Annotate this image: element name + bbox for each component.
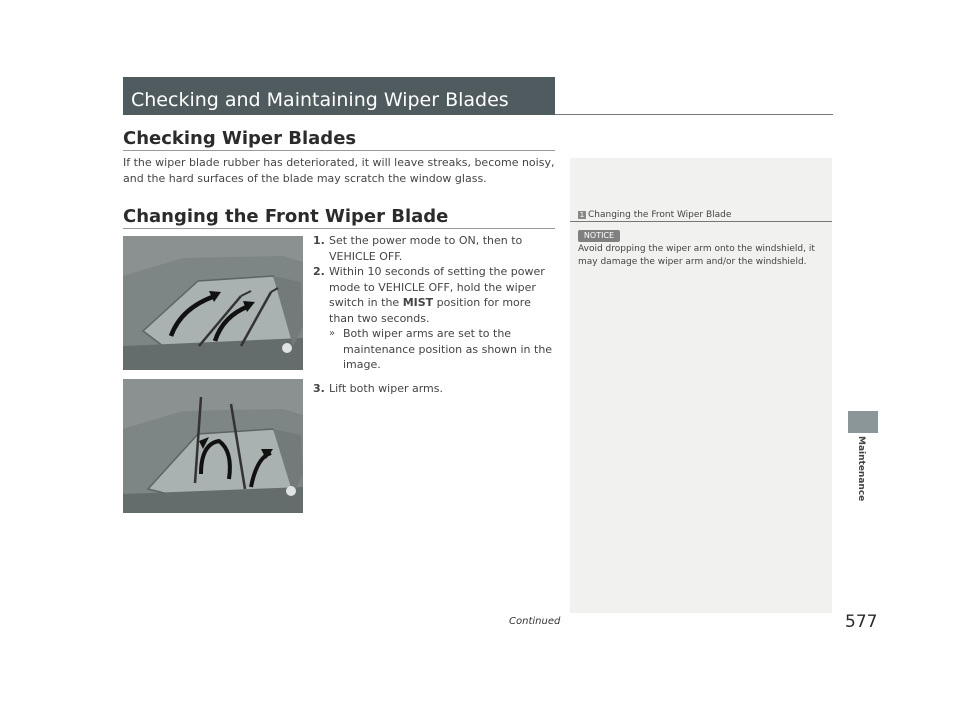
notice-badge: NOTICE: [578, 230, 620, 242]
steps-list: [313, 233, 553, 396]
page-number: 577: [845, 612, 878, 632]
step-3: [313, 381, 553, 397]
step-text: Set the power mode to ON, then to VEHICLE OFF.: [329, 234, 523, 263]
banner-rule: [555, 114, 833, 115]
notice-text: Avoid dropping the wiper arm onto the windshield, it may damage the wiper arm and/or the windshield.: [578, 244, 815, 267]
result-text: Both wiper arms are set to the maintenance position as shown in the image.: [343, 327, 553, 371]
wiper-arms-lifted-image: [123, 379, 303, 513]
note-heading: [578, 210, 731, 220]
step-1: [313, 233, 553, 264]
step-number: 2.: [313, 265, 325, 278]
step-number: 1.: [313, 234, 325, 247]
step-2: [313, 264, 553, 373]
step-text: Lift both wiper arms.: [329, 381, 444, 395]
step-text-tail: position for more than two seconds.: [329, 296, 531, 325]
step-text: Within 10 seconds of setting the power mode to VEHICLE OFF, hold the wiper switch in the: [329, 265, 545, 309]
wiper-maintenance-position-image: [123, 236, 303, 370]
reference-marker-icon: 1: [579, 211, 585, 219]
maintenance-tab-marker: [848, 411, 878, 433]
result-arrow-icon: »: [329, 328, 336, 339]
side-label-text: Maintenance: [856, 436, 866, 502]
continued-label: Continued: [509, 616, 561, 627]
note-rule: [570, 221, 832, 222]
step-2-result: [329, 326, 553, 373]
side-note-panel: [570, 158, 832, 613]
step-number: 3.: [313, 381, 325, 395]
section-title: Checking and Maintaining Wiper Blades: [131, 89, 509, 111]
changing-heading-rule: [123, 228, 555, 229]
mist-label: MIST: [402, 296, 434, 309]
note-heading-text: Changing the Front Wiper Blade: [588, 210, 732, 220]
checking-heading: Checking Wiper Blades: [123, 128, 357, 149]
checking-heading-rule: [123, 150, 555, 151]
side-label: [852, 436, 872, 506]
changing-heading: Changing the Front Wiper Blade: [123, 206, 449, 227]
checking-body: If the wiper blade rubber has deteriorated, it will leave streaks, become noisy, and the hard surfaces of the blade may scratch the window glass.: [123, 156, 555, 185]
